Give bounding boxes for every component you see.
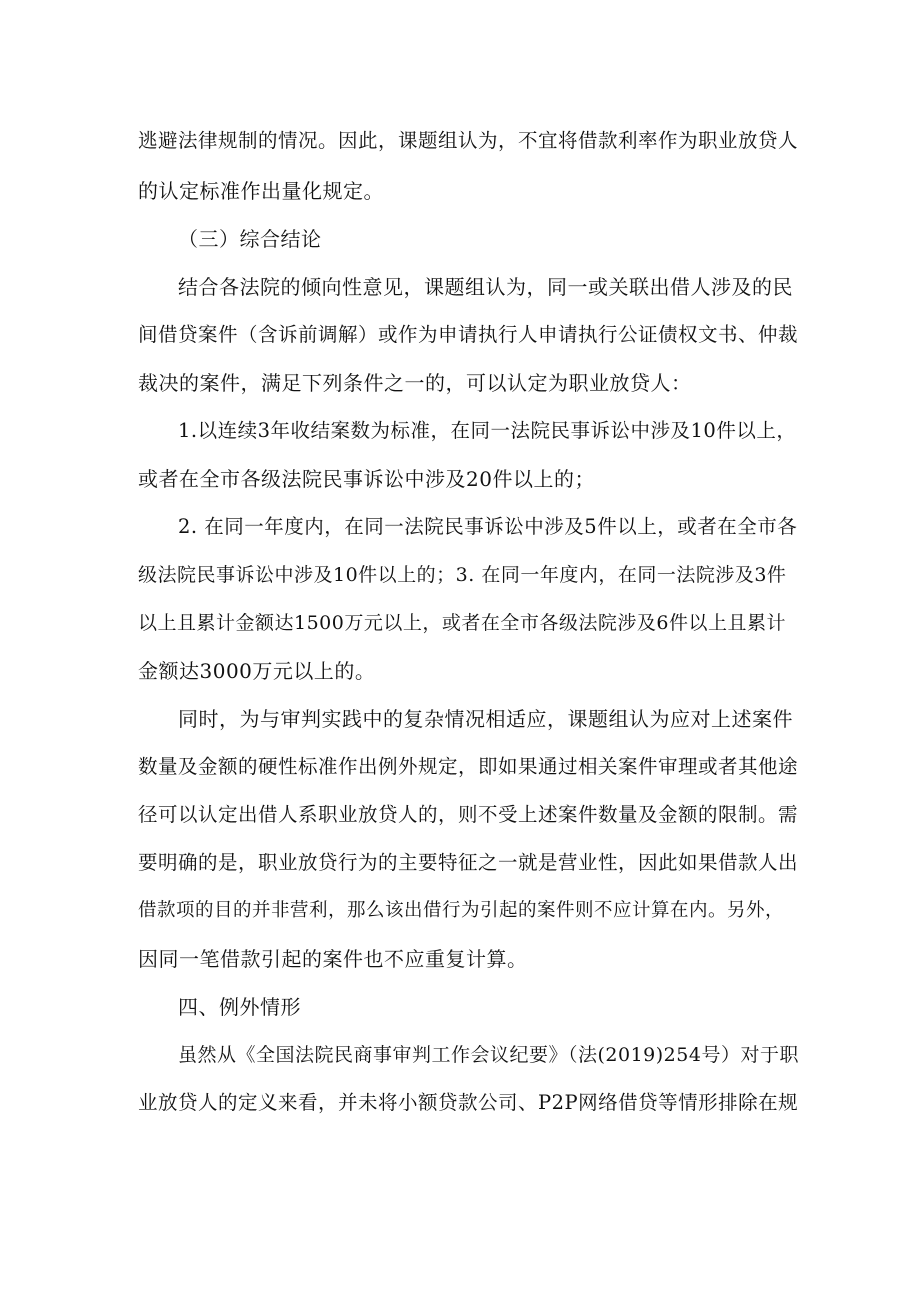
list-item-line: 或者在全市各级法院民事诉讼中涉及20件以上的； — [138, 467, 595, 491]
text-line: 借款项的目的并非营利，那么该出借行为引起的案件则不应计算在内。另外， — [138, 900, 785, 921]
text-line: 数量及金额的硬性标准作出例外规定，即如果通过相关案件审理或者其他途 — [138, 755, 799, 778]
list-item-line: 级法院民事诉讼中涉及10件以上的；3. 在同一年度内，在同一法院涉及3件 — [138, 564, 787, 586]
list-item-line: 金额达3000万元以上的。 — [138, 659, 376, 683]
section-heading: （三）综合结论 — [178, 227, 322, 251]
list-item-line: 2. 在同一年度内，在同一法院民事诉讼中涉及5件以上，或者在全市各 — [178, 515, 798, 538]
text-line: 因同一笔借款引起的案件也不应重复计算。 — [138, 947, 528, 971]
text-line: 的认定标准作出量化规定。 — [138, 179, 384, 203]
list-item-line: 以上且累计金额达1500万元以上，或者在全市各级法院涉及6件以上且累计 — [138, 612, 786, 634]
text-line: 逃避法律规制的情况。因此，课题组认为，不宜将借款利率作为职业放贷人 — [138, 129, 799, 152]
text-line: 径可以认定出借人系职业放贷人的，则不受上述案件数量及金额的限制。需 — [138, 803, 799, 826]
text-line: 业放贷人的定义来看，并未将小额贷款公司、P2P网络借贷等情形排除在规 — [138, 1091, 799, 1114]
text-line: 结合各法院的倾向性意见，课题组认为，同一或关联出借人涉及的民 — [178, 275, 793, 299]
section-heading: 四、例外情形 — [178, 995, 301, 1019]
text-line: 虽然从《全国法院民商事审判工作会议纪要》（法(2019)254号）对于职 — [178, 1044, 799, 1066]
text-line: 要明确的是，职业放贷行为的主要特征之一就是营业性，因此如果借款人出 — [138, 851, 799, 874]
text-line: 间借贷案件（含诉前调解）或作为申请执行人申请执行公证债权文书、仲裁 — [138, 323, 799, 346]
text-line: 裁决的案件，满足下列条件之一的，可以认定为职业放贷人： — [138, 371, 692, 395]
list-item-line: 1.以连续3年收结案数为标准，在同一法院民事诉讼中涉及10件以上， — [178, 419, 797, 442]
text-line: 同时，为与审判实践中的复杂情况相适应，课题组认为应对上述案件 — [178, 707, 793, 731]
